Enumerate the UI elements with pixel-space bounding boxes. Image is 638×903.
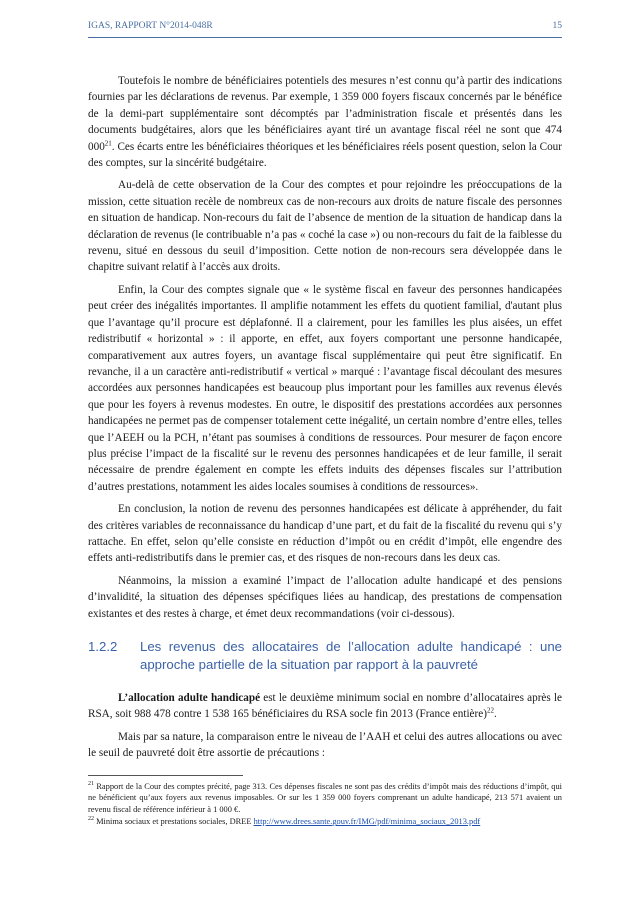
section-number: 1.2.2: [88, 639, 118, 654]
footnote-ref-21[interactable]: 21: [104, 138, 112, 147]
document-body: [88, 73, 562, 768]
drees-link[interactable]: http://www.drees.sante.gouv.fr/IMG/pdf/minima_sociaux_2013.pdf: [253, 817, 481, 827]
report-reference: IGAS, RAPPORT N°2014-048R: [88, 21, 213, 31]
header-divider: [88, 37, 562, 38]
footnote-number: 22: [88, 816, 94, 823]
footnote-text: Minima sociaux et prestations sociales, DREE: [94, 817, 254, 827]
footnote-22: [88, 816, 562, 827]
footnotes: [88, 781, 562, 829]
section-heading: [88, 638, 562, 674]
footnote-number: 21: [88, 781, 94, 788]
paragraph-conclusion: En conclusion, la notion de revenu des personnes handicapées est délicate à appréhender, du fait des critères variables de reconnaissance du handicap d’une part, et du fait de la fiscalité du revenu qui s’y rattache. En effet, selon qu’elle consiste en réduction d’impôt ou en crédit d’impôt, elle engendre des effets anti-redistributifs dans le premier cas, et des risques de non-recours dans les deux cas.: [88, 503, 562, 565]
paragraph-beneficiaries: [88, 73, 562, 171]
paragraph-text: . Ces écarts entre les bénéficiaires théoriques et les bénéficiaires réels posent question, selon la Cour des comptes, sur la sincérité budgétaire.: [88, 140, 562, 170]
paragraph-non-recours: Au-delà de cette observation de la Cour des comptes et pour rejoindre les préoccupations de la mission, cette situation recèle de nombreux cas de non-recours aux droits de nature fiscale des personnes en situation de handicap. Non-recours du fait de l’absence de mention de la situation de handicap dans la déclaration de revenus (le contribuable n’a pas « coché la case ») ou non-recours du fait de la faiblesse du revenu, situé en dessous du seuil d’imposition. Cette notion de non-recours sera développée dans le chapitre suivant relatif à l’accès aux droits.: [88, 179, 562, 274]
section-title: Les revenus des allocataires de l’allocation adulte handicapé : une approche partielle de la situation par rapport à la pauvreté: [140, 639, 562, 672]
paragraph-comparison: Mais par sa nature, la comparaison entre le niveau de l’AAH et celui des autres allocations ou avec le seuil de pauvreté doit être assortie de précautions :: [88, 730, 562, 760]
paragraph-text: est le deuxième minimum social en nombre d’allocataires après le RSA, soit 988 478 contre 1 538 165 bénéficiaires du RSA socle fin 2013 (France entière): [88, 692, 562, 721]
footnote-text: Rapport de la Cour des comptes précité, page 313. Ces dépenses fiscales ne sont pas des crédits d’impôt mais des réductions d’impôt, qui ne bénéficient qu’aux foyers aux revenus imposables. Or sur les 1 359 000 foyers comprenant un adulte handicapé, 213 571 avaient un revenu fiscal de référence inférieur à 1 000 €.: [88, 782, 562, 814]
bold-term: L’allocation adulte handicapé: [118, 692, 261, 704]
page-number: 15: [552, 21, 562, 31]
paragraph-cour-des-comptes: Enfin, la Cour des comptes signale que « le système fiscal en faveur des personnes handicapées peut créer des inégalités importantes. Il amplifie notamment les effets du quotient familial, d'autant plus que l’avantage qu’il procure est déplafonné. Il a clairement, pour les familles les plus aisées, un effet redistributif « horizontal » : il apporte, en effet, aux foyers comportant une personne handicapée, comparativement aux autres foyers, un avantage fiscal supplémentaire qui peut être significatif. En revanche, il a un caractère anti-redistributif « vertical » marqué : l’avantage fiscal découlant des mesures accordées aux personnes handicapées est beaucoup plus important pour les familles aux revenus élevés que pour les foyers à revenus modestes. En outre, le dispositif des prestations accordées aux personnes handicapées ne permet pas de compenser totalement cette inégalité, un certain nombre d’entre elles, telles que l’AEEH ou la PCH, n’étant pas soumises à conditions de ressources. Pour mesurer de façon encore plus précise l’impact de la fiscalité sur le revenu des personnes handicapées et de leur famille, il serait nécessaire de prendre également en compte les effets induits des dépenses fiscales sur l’attribution d’autres prestations, notamment les aides locales soumises à conditions de ressources».: [88, 283, 562, 493]
footnote-ref-22[interactable]: 22: [486, 706, 494, 715]
paragraph-mission: Néanmoins, la mission a examiné l’impact de l’allocation adulte handicapé et des pensions d’invalidité, la situation des dépenses spécifiques liées au handicap, des prestations de compensation existantes et des restes à charge, et émet deux recommandations (voir ci-dessous).: [88, 574, 562, 620]
page-header: [88, 21, 562, 37]
paragraph-aah: [88, 690, 562, 723]
paragraph-text: Toutefois le nombre de bénéficiaires potentiels des mesures n’est connu qu’à partir des indications fournies par les déclarations de revenus. Par exemple, 1 359 000 foyers fiscaux concernés par le bénéfice de la demi-part supplémentaire sont décomptés par l’administration fiscale et présentés dans les documents budgétaires, alors que les bénéficiaires ayant tiré un avantage fiscal réel ne sont que 474 000: [88, 75, 562, 153]
footnote-divider: [88, 775, 243, 776]
paragraph-text: .: [493, 708, 497, 721]
footnote-21: [88, 781, 562, 815]
